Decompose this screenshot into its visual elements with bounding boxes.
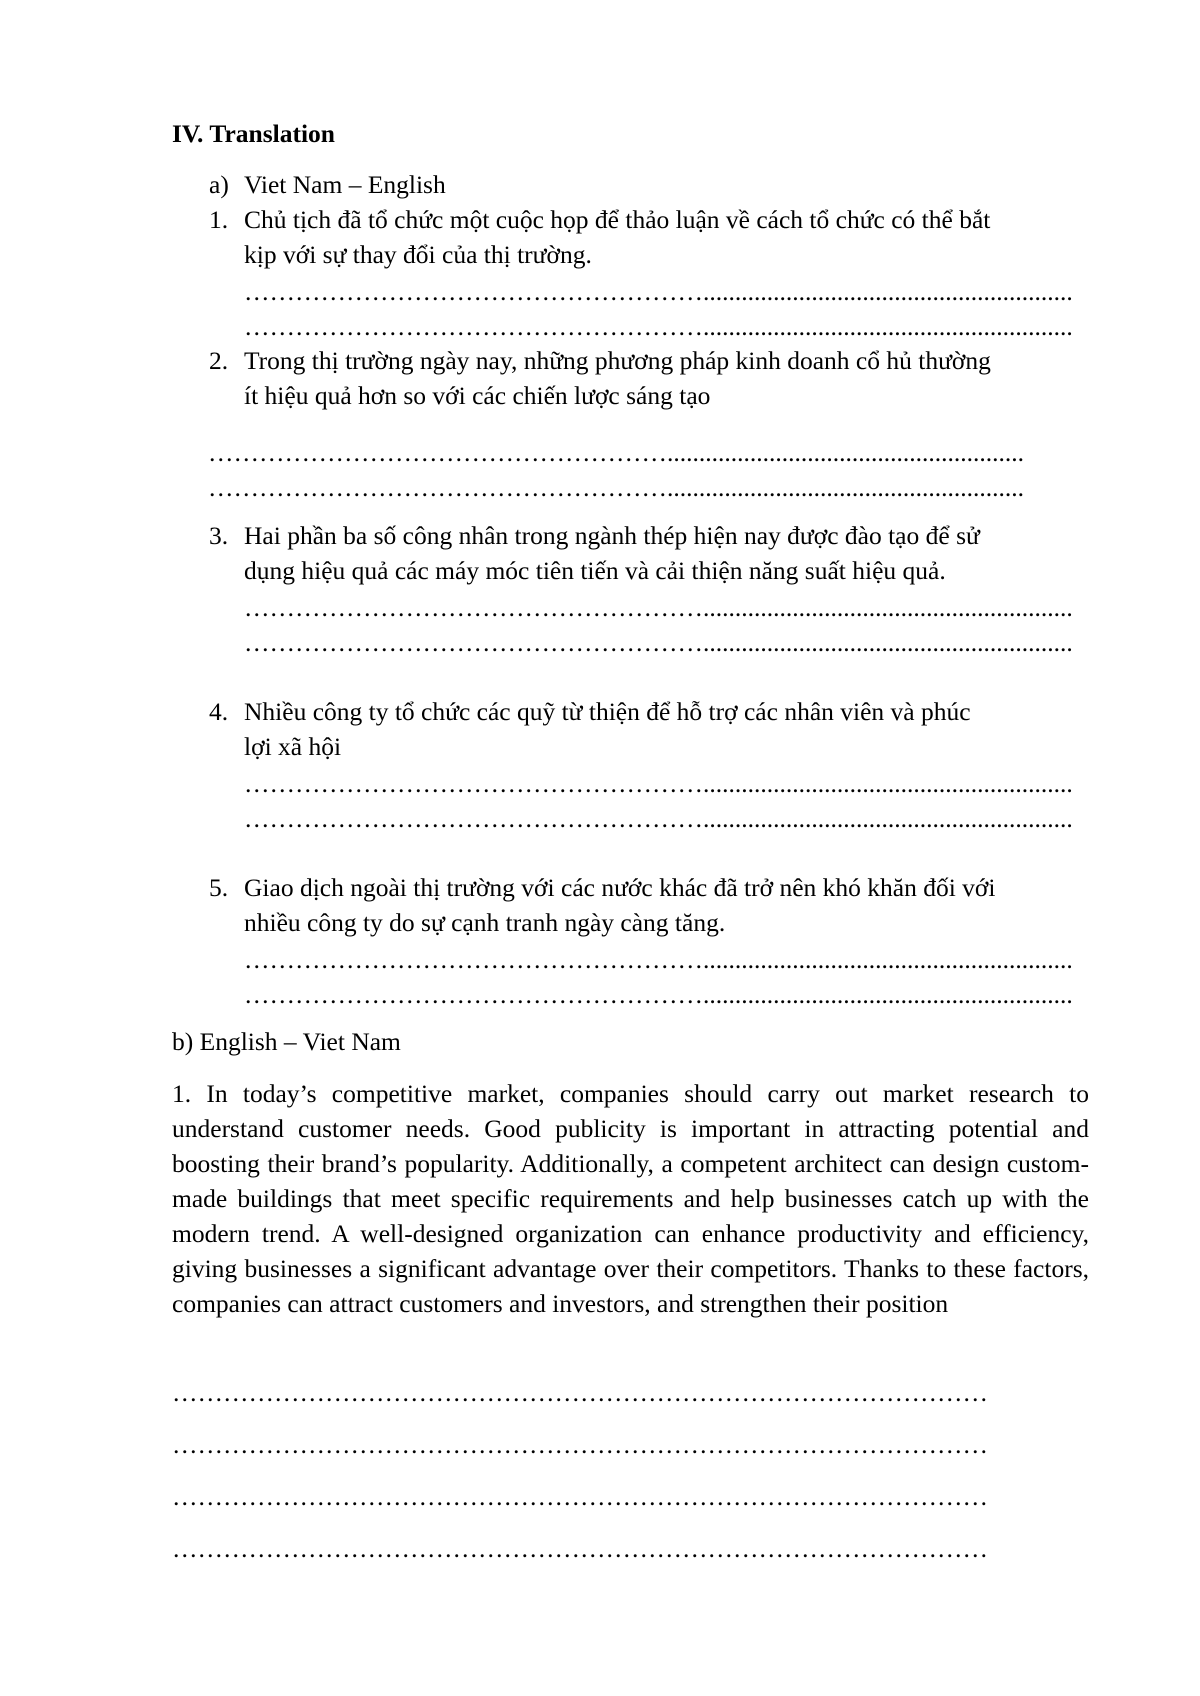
section-title: IV. Translation (172, 119, 335, 148)
item-4-line-2: lợi xã hội (244, 732, 342, 761)
item-5-number: 5. (209, 873, 229, 902)
item-2-answer-line-2[interactable]: ………………………………………………........................................................ (208, 473, 1024, 502)
item-5-answer-line-1[interactable]: ……………………………………………….......................................................... (244, 945, 1073, 974)
part-b-label: b) English – Viet Nam (172, 1027, 401, 1056)
item-4-number: 4. (209, 697, 229, 726)
part-b-answer-line-1[interactable]: …………………………………………………………………………………… (172, 1378, 988, 1407)
part-a-label: Viet Nam – English (244, 170, 446, 199)
item-1-answer-line-1[interactable]: ……………………………………………….......................................................... (244, 277, 1073, 306)
part-b-paragraph: 1. In today’s competitive market, companies should carry out market research to understand customer needs. Good publicity is important in attracting potential and boosting their brand’s popularity. Additionally, a competent architect can design custom-made buildings that meet specific requirements and help businesses catch up with the modern trend. A well-designed organization can enhance productivity and efficiency, giving businesses a significant advantage over their competitors. Thanks to these factors, companies can attract customers and investors, and strengthen their position (172, 1079, 1089, 1318)
item-2-line-2: ít hiệu quả hơn so với các chiến lược sáng tạo (244, 381, 711, 410)
part-a-marker: a) (209, 170, 229, 199)
item-3-answer-line-1[interactable]: ……………………………………………….......................................................... (244, 593, 1073, 622)
item-5-line-2: nhiều công ty do sự cạnh tranh ngày càng tăng. (244, 908, 726, 937)
item-1-answer-line-2[interactable]: ……………………………………………….......................................................... (244, 312, 1073, 341)
part-b-answer-line-4[interactable]: …………………………………………………………………………………… (172, 1534, 988, 1563)
item-1-number: 1. (209, 205, 229, 234)
item-2-line-1: Trong thị trường ngày nay, những phương pháp kinh doanh cổ hủ thường (244, 346, 991, 375)
item-1-line-2: kịp với sự thay đổi của thị trường. (244, 240, 592, 269)
item-3-line-2: dụng hiệu quả các máy móc tiên tiến và cải thiện năng suất hiệu quả. (244, 556, 946, 585)
item-3-answer-line-2[interactable]: ……………………………………………….......................................................... (244, 628, 1073, 657)
item-5-answer-line-2[interactable]: ……………………………………………….......................................................... (244, 980, 1073, 1009)
item-4-line-1: Nhiều công ty tổ chức các quỹ từ thiện để hỗ trợ các nhân viên và phúc (244, 697, 971, 726)
part-b-answer-line-3[interactable]: …………………………………………………………………………………… (172, 1482, 988, 1511)
item-1-line-1: Chủ tịch đã tổ chức một cuộc họp để thảo luận về cách tổ chức có thể bắt (244, 205, 991, 234)
item-5-line-1: Giao dịch ngoài thị trường với các nước khác đã trở nên khó khăn đối với (244, 873, 996, 902)
item-4-answer-line-1[interactable]: ……………………………………………….......................................................... (244, 769, 1073, 798)
item-3-line-1: Hai phần ba số công nhân trong ngành thép hiện nay được đào tạo để sử (244, 521, 980, 550)
item-4-answer-line-2[interactable]: ……………………………………………….......................................................... (244, 804, 1073, 833)
item-2-number: 2. (209, 346, 229, 375)
part-b-answer-line-2[interactable]: …………………………………………………………………………………… (172, 1430, 988, 1459)
item-2-answer-line-1[interactable]: ………………………………………………........................................................ (208, 438, 1024, 467)
item-3-number: 3. (209, 521, 229, 550)
